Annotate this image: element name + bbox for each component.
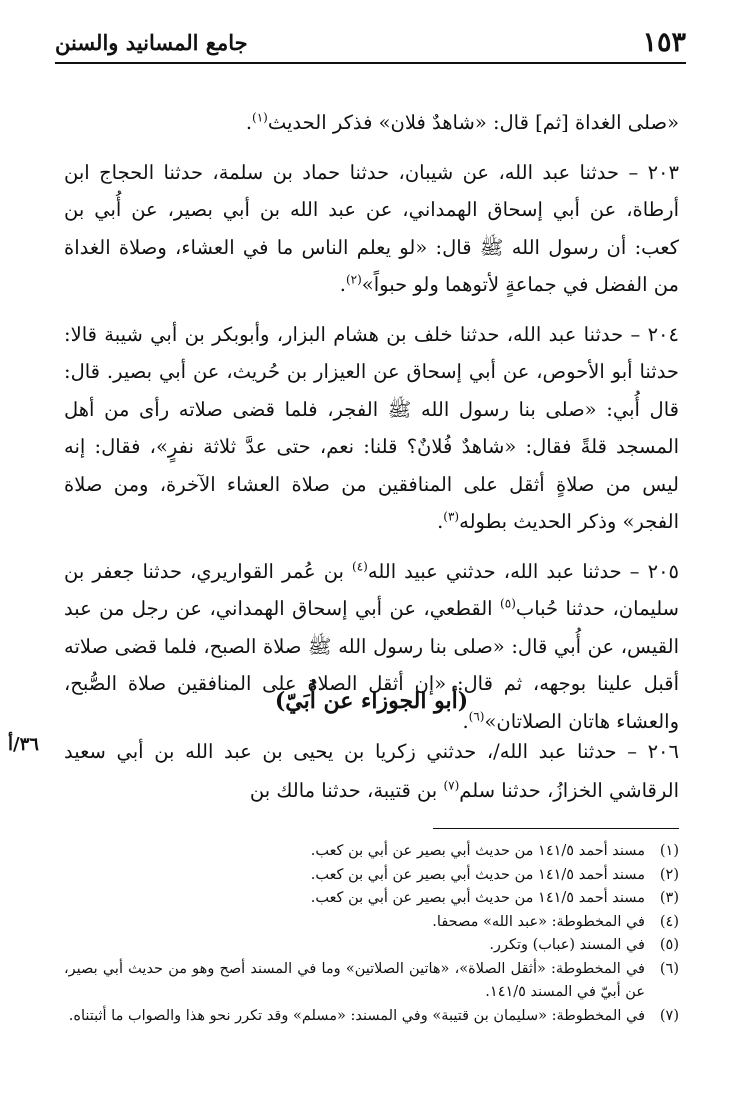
footnote-item: (١) مسند أحمد ١٤١/٥ من حديث أبي بصير عن أبي بن كعب. [310, 843, 679, 859]
footnote-marker: (٣) [443, 509, 460, 524]
hadith-204: ٢٠٤ – حدثنا عبد الله، حدثنا خلف بن هشام البزار، وأبوبكر بن أبي شيبة قالا: حدثنا أبو الأحوص، عن أبي إسحاق عن العيزار بن حُريث، عن أبي بصير. قال: قال أُبي: «صلى بنا رسول الله ﷺ الفجر، فلما قضى صلاته رأى من أهل المسجد قلةً فقال: «شاهدٌ فُلانٌ؟ قلنا: نعم، حتى عدَّ ثلاثة نفرٍ»، فقال: إنه ليس من صلاةٍ أثقل على المنافقين من صلاة العشاء الآخرة، ومن صلاة الفجر» وذكر الحديث بطوله$^{(٣)}$. [64, 322, 679, 533]
book-title: جامع المسانيد والسنن [55, 29, 248, 55]
footnote-divider [433, 828, 679, 829]
footnote-marker: (٤) [352, 559, 368, 573]
footnote-item: (٦) في المخطوطة: «أثقل الصلاة»، «هاتين الصلاتين» وما في المسند أصح وهو من حديث أبي بصير، عن أبيّ في المسند ١٤١/٥. [64, 960, 679, 1000]
footnote-item: (٥) في المسند (عباب) وتكرر. [489, 937, 679, 953]
manuscript-folio-ref: ٣٦/أ [8, 734, 39, 755]
footnote-marker: (٦) [468, 709, 485, 723]
footnote-item: (٣) مسند أحمد ١٤١/٥ من حديث أبي بصير عن أبي بن كعب. [310, 890, 679, 906]
footnote-marker: (١) [252, 110, 268, 125]
footnote-marker: (٥) [500, 596, 516, 611]
running-header [55, 22, 686, 64]
page-number: ١٥٣ [642, 26, 686, 58]
hadith-206: ٢٠٦ – حدثنا عبد الله/، حدثني زكريا بن يحيى بن عبد الله بن أبي سعيد الرقاشي الخزازُ، حدثنا سلم$^{(٧)}$ بن قتيبة، حدثنا مالك بن [64, 740, 679, 802]
footnote-item: (٤) في المخطوطة: «عبد الله» مصحفا. [432, 913, 679, 930]
footnote-marker: (٧) [443, 778, 460, 793]
hadith-203: ٢٠٣ – حدثنا عبد الله، عن شيبان، حدثنا حماد بن سلمة، حدثنا الحجاج ابن أرطاة، عن أبي إسحاق الهمداني، عن عبد الله بن أبي بصير، عن أُبي بن كعب: أن رسول الله ﷺ قال: «لو يعلم الناس ما في العشاء، وصلاة الغداة من الفضل في جماعةٍ لأتوهما ولو حبواً»$^{(٢)}$. [64, 160, 679, 296]
footnote-item: (٢) مسند أحمد ١٤١/٥ من حديث أبي بصير عن أبي بن كعب. [310, 866, 679, 883]
footnotes [64, 840, 679, 1028]
footnote-marker: (٢) [345, 272, 362, 287]
section-heading: (أبو الجوزاء عن أُبَيّ) [274, 688, 469, 714]
main-text [64, 104, 679, 740]
paragraph-continuation: «صلى الغداة [ثم] قال: «شاهدٌ فلان» فذكر الحديث$^{(١)}$. [245, 110, 679, 134]
hadith-205: ٢٠٥ – حدثنا عبد الله، حدثني عبيد الله$^{(٤)}$ بن عُمر القواريري، حدثنا جعفر بن سليمان، حدثنا حُباب$^{(٥)}$ القطعي، عن أبي إسحاق الهمداني، عن رجل من عبد القيس، عن أُبي قال: «صلى بنا رسول الله ﷺ صلاة الصبح، فلما قضى صلاته أقبل علينا بوجهه، ثم قال: «إن أثقل الصلاة على المنافقين صلاة الصُّبح، والعشاء هاتان الصلاتان»$^{(٦)}$. [64, 559, 680, 733]
footnote-item: (٧) في المخطوطة: «سليمان بن قتيبة» وفي المسند: «مسلم» وقد تكرر نحو هذا والصواب ما أثبتناه. [68, 1007, 679, 1024]
